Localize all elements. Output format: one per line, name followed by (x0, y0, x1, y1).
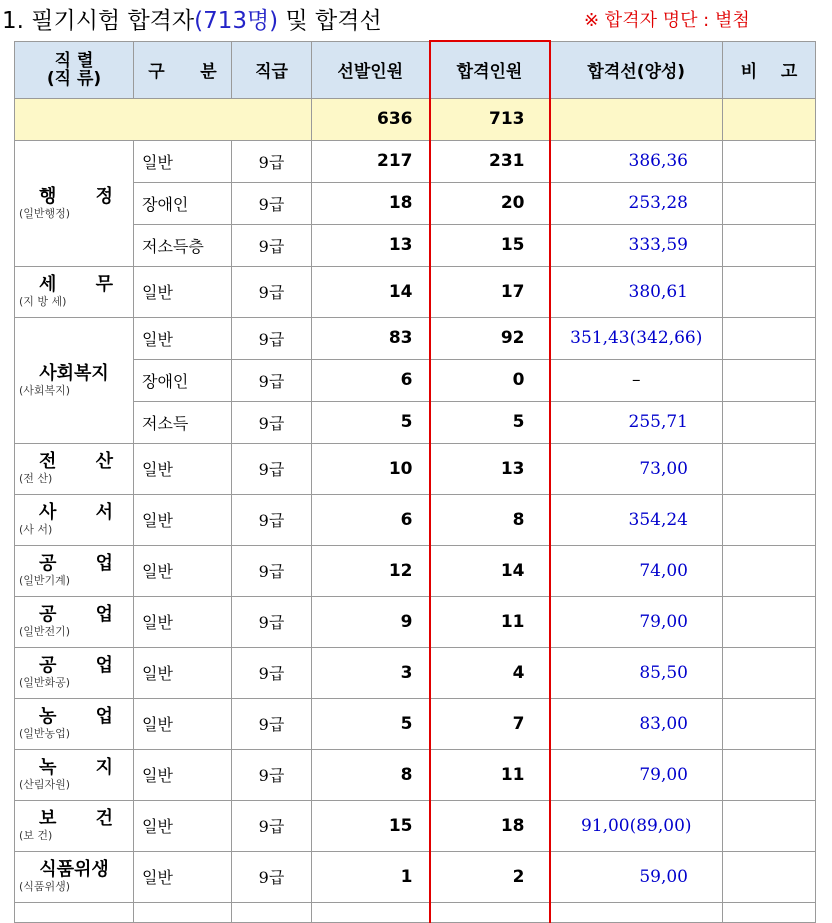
header-selected: 선발인원 (312, 41, 430, 98)
category-tax: 세 무 (지 방 세) (15, 266, 134, 317)
table-row: 공 업 (일반화공) 일반 9급 3 4 85,50 (15, 647, 816, 698)
table-row: 저소득층 9급 13 15 333,59 (15, 224, 816, 266)
total-row (15, 98, 816, 140)
table-row (15, 902, 816, 922)
category-admin: 행 정 (일반행정) (15, 140, 134, 266)
category-health: 보 건 (보 건) (15, 800, 134, 851)
header-job: 직 렬 (직 류) (15, 41, 134, 98)
header-cutoff: 합격선(양성) (550, 41, 723, 98)
table-row: 저소득 9급 5 5 255,71 (15, 401, 816, 443)
total-passed: 713 (430, 98, 550, 140)
total-label (15, 98, 312, 140)
total-selected: 636 (312, 98, 430, 140)
table-row: 농 업 (일반농업) 일반 9급 5 7 83,00 (15, 698, 816, 749)
category-mech: 공 업 (일반기계) (15, 545, 134, 596)
category-chem: 공 업 (일반화공) (15, 647, 134, 698)
table-row: 장애인 9급 6 0 – (15, 359, 816, 401)
table-row: 식품위생 (식품위생) 일반 9급 1 2 59,00 (15, 851, 816, 902)
header-division: 구 분 (134, 41, 232, 98)
table-row: 행 정 (일반행정) 일반 9급 217 231 386,36 (15, 140, 816, 182)
table-row: 녹 지 (산림자원) 일반 9급 8 11 79,00 (15, 749, 816, 800)
table-row: 장애인 9급 18 20 253,28 (15, 182, 816, 224)
category-librarian: 사 서 (사 서) (15, 494, 134, 545)
table-row: 세 무 (지 방 세) 일반 9급 14 17 380,61 (15, 266, 816, 317)
table-row: 보 건 (보 건) 일반 9급 15 18 91,00(89,00) (15, 800, 816, 851)
header-remarks: 비 고 (723, 41, 816, 98)
table-row: 공 업 (일반기계) 일반 9급 12 14 74,00 (15, 545, 816, 596)
category-it: 전 산 (전 산) (15, 443, 134, 494)
header-passed: 합격인원 (430, 41, 550, 98)
table-row: 사회복지 (사회복지) 일반 9급 83 92 351,43(342,66) (15, 317, 816, 359)
category-green: 녹 지 (산림자원) (15, 749, 134, 800)
page-title: 1. 필기시험 합격자(713명) 및 합격선 (2, 8, 382, 34)
category-agri: 농 업 (일반농업) (15, 698, 134, 749)
header-row (15, 41, 816, 98)
category-food: 식품위생 (식품위생) (15, 851, 134, 902)
table-row: 사 서 (사 서) 일반 9급 6 8 354,24 (15, 494, 816, 545)
table-row: 전 산 (전 산) 일반 9급 10 13 73,00 (15, 443, 816, 494)
header-grade: 직급 (232, 41, 312, 98)
category-elec: 공 업 (일반전기) (15, 596, 134, 647)
table-row: 공 업 (일반전기) 일반 9급 9 11 79,00 (15, 596, 816, 647)
appendix-note: ※ 합격자 명단 : 별첨 (584, 10, 750, 31)
category-welfare: 사회복지 (사회복지) (15, 317, 134, 443)
results-table (14, 40, 816, 923)
passer-count: (713명) (194, 8, 279, 34)
